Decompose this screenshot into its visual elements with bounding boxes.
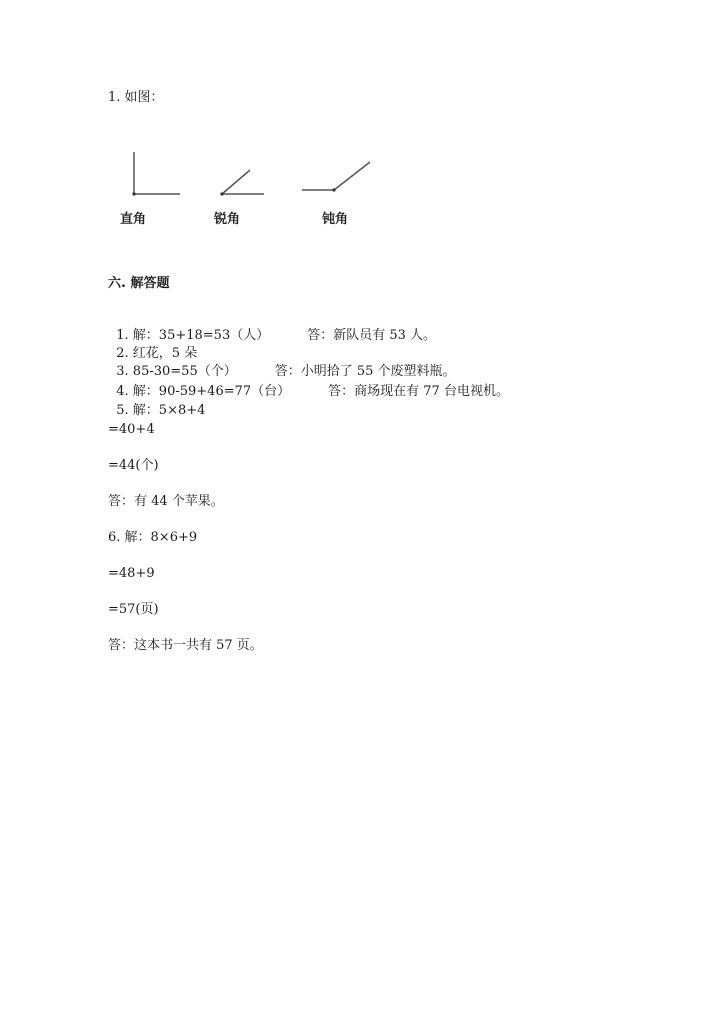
q6-step-1: =48+9 <box>108 566 155 581</box>
obtuse-angle-diagram <box>302 162 370 192</box>
answer-5 <box>108 387 205 419</box>
obtuse-angle-slant-ray <box>334 162 370 190</box>
section-title: 六. 解答题 <box>108 276 170 291</box>
q6-step-2: =57(页) <box>108 602 159 617</box>
acute-angle-slant-ray <box>222 170 250 194</box>
q5-answer: 答：有 44 个苹果。 <box>108 494 224 509</box>
answer-3-result: 答：小明拾了 55 个废塑料瓶。 <box>274 364 456 379</box>
q6-title: 6. 解：8×6+9 <box>108 530 198 545</box>
answer-2-work: 2. 红花，5 朵 <box>116 346 198 361</box>
q5-step-2: =44(个) <box>108 458 159 473</box>
acute-angle-diagram <box>220 170 264 196</box>
right-angle-vertex <box>132 192 135 195</box>
answer-4-work: 4. 解：90-59+46=77（台） <box>116 384 291 399</box>
q5-step-1: =40+4 <box>108 422 155 437</box>
question-1-intro: 1. 如图： <box>108 90 164 105</box>
obtuse-angle-vertex <box>332 188 335 191</box>
answer-5-work: 5. 解：5×8+4 <box>116 403 206 418</box>
answer-1-result: 答：新队员有 53 人。 <box>307 328 437 343</box>
q6-answer: 答：这本书一共有 57 页。 <box>108 638 263 653</box>
acute-angle-label: 锐角 <box>214 212 241 227</box>
acute-angle-vertex <box>220 192 223 195</box>
answer-4-result: 答：商场现在有 77 台电视机。 <box>328 384 509 399</box>
right-angle-diagram <box>132 152 180 196</box>
obtuse-angle-label: 钝角 <box>322 212 349 227</box>
answer-1-work: 1. 解：35+18=53（人） <box>116 328 270 343</box>
angle-figure <box>100 140 400 240</box>
right-angle-label: 直角 <box>120 212 147 227</box>
answer-3-work: 3. 85-30=55（个） <box>116 364 237 379</box>
